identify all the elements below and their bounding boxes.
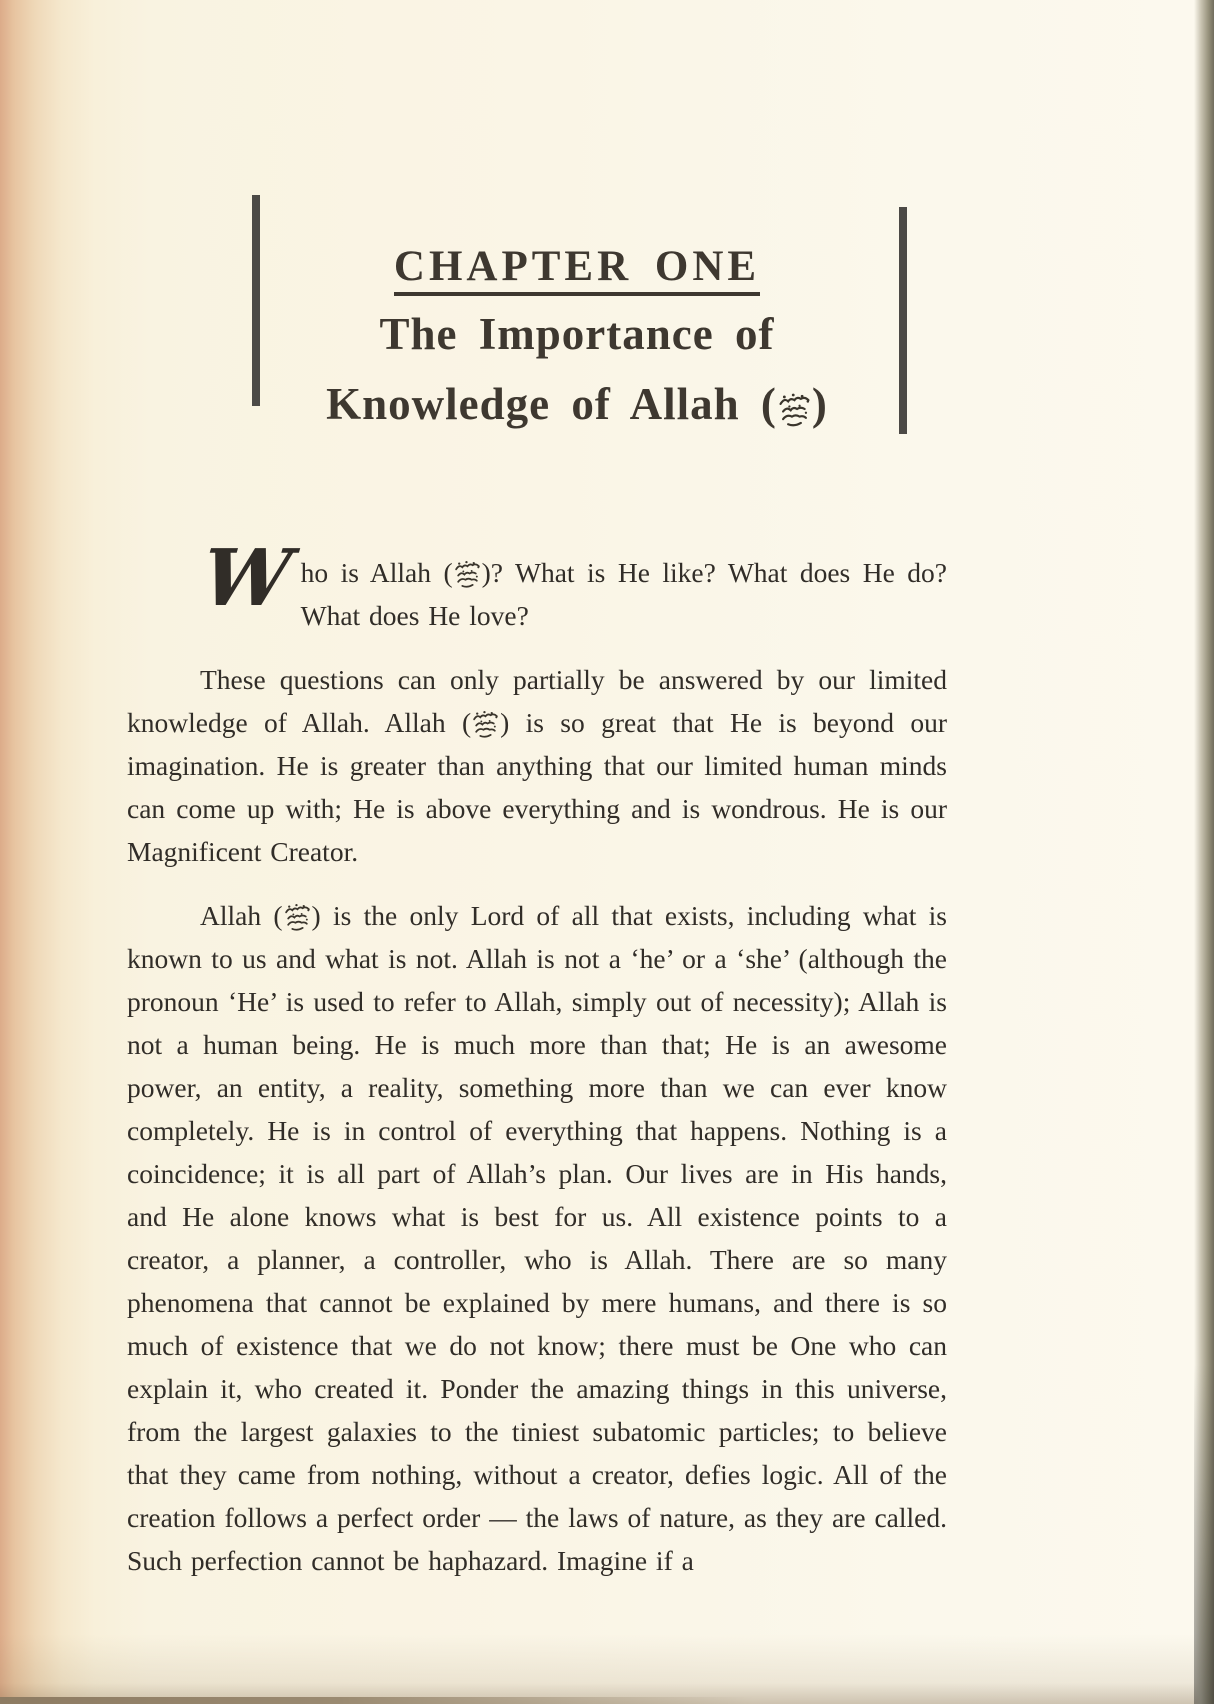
heading-right-rule xyxy=(899,207,907,434)
paragraph: Allah ( ) is the only Lord of all that exists, including what is known to us and what is not. Allah is not a ‘he’ or a ‘she’ (although the pronoun ‘He’ is used to refer to Allah, simply out of necessity); Allah is not a human being. He is much more than that; He is an awesome power, an entity, a reality, something more than we can ever know completely. He is in control of everything that happens. Nothing is a coincidence; it is all part of Allah’s plan. Our lives are in His hands, and He alone knows what is best for us. All existence points to a creator, a planner, a controller, who is Allah. There are so many phenomena that cannot be explained by mere humans, and there is so much of existence that we do not know; there must be One who can explain it, who created it. Ponder the amazing things in this universe, from the largest galaxies to the tiniest subatomic particles; to believe that they came from nothing, without a creator, defies logic. All of the creation follows a perfect order — the laws of nature, as they are called. Such perfection cannot be haphazard. Imagine if a xyxy=(127,900,947,1576)
chapter-label: CHAPTER ONE xyxy=(394,243,760,296)
paragraph: Who is Allah ( )? What is He like? What does He do? What does He love? xyxy=(198,533,947,631)
page-bottom-edge xyxy=(0,1697,753,1704)
heading-left-rule xyxy=(252,195,260,406)
page-right-edge xyxy=(1194,0,1214,1704)
swt-calligraphy-icon xyxy=(284,902,311,931)
chapter-title-line1: The Importance of xyxy=(379,309,775,360)
body-text xyxy=(127,533,948,1582)
chapter-title-line2: Knowledge of Allah ( ) xyxy=(326,379,828,430)
drop-cap: W xyxy=(198,533,296,624)
swt-calligraphy-icon xyxy=(472,709,499,738)
swt-calligraphy-icon xyxy=(778,391,811,427)
page-bottom-shadow xyxy=(0,1634,1214,1704)
swt-calligraphy-icon xyxy=(454,559,481,588)
paragraph: These questions can only partially be answered by our limited knowledge of Allah. Allah ( ) is so great that He is beyond our imagination. He is greater than anything that our limited human minds can come up with; He is above everything and is wondrous. He is our Magnificent Creator. xyxy=(127,664,948,867)
chapter-heading xyxy=(262,243,892,436)
